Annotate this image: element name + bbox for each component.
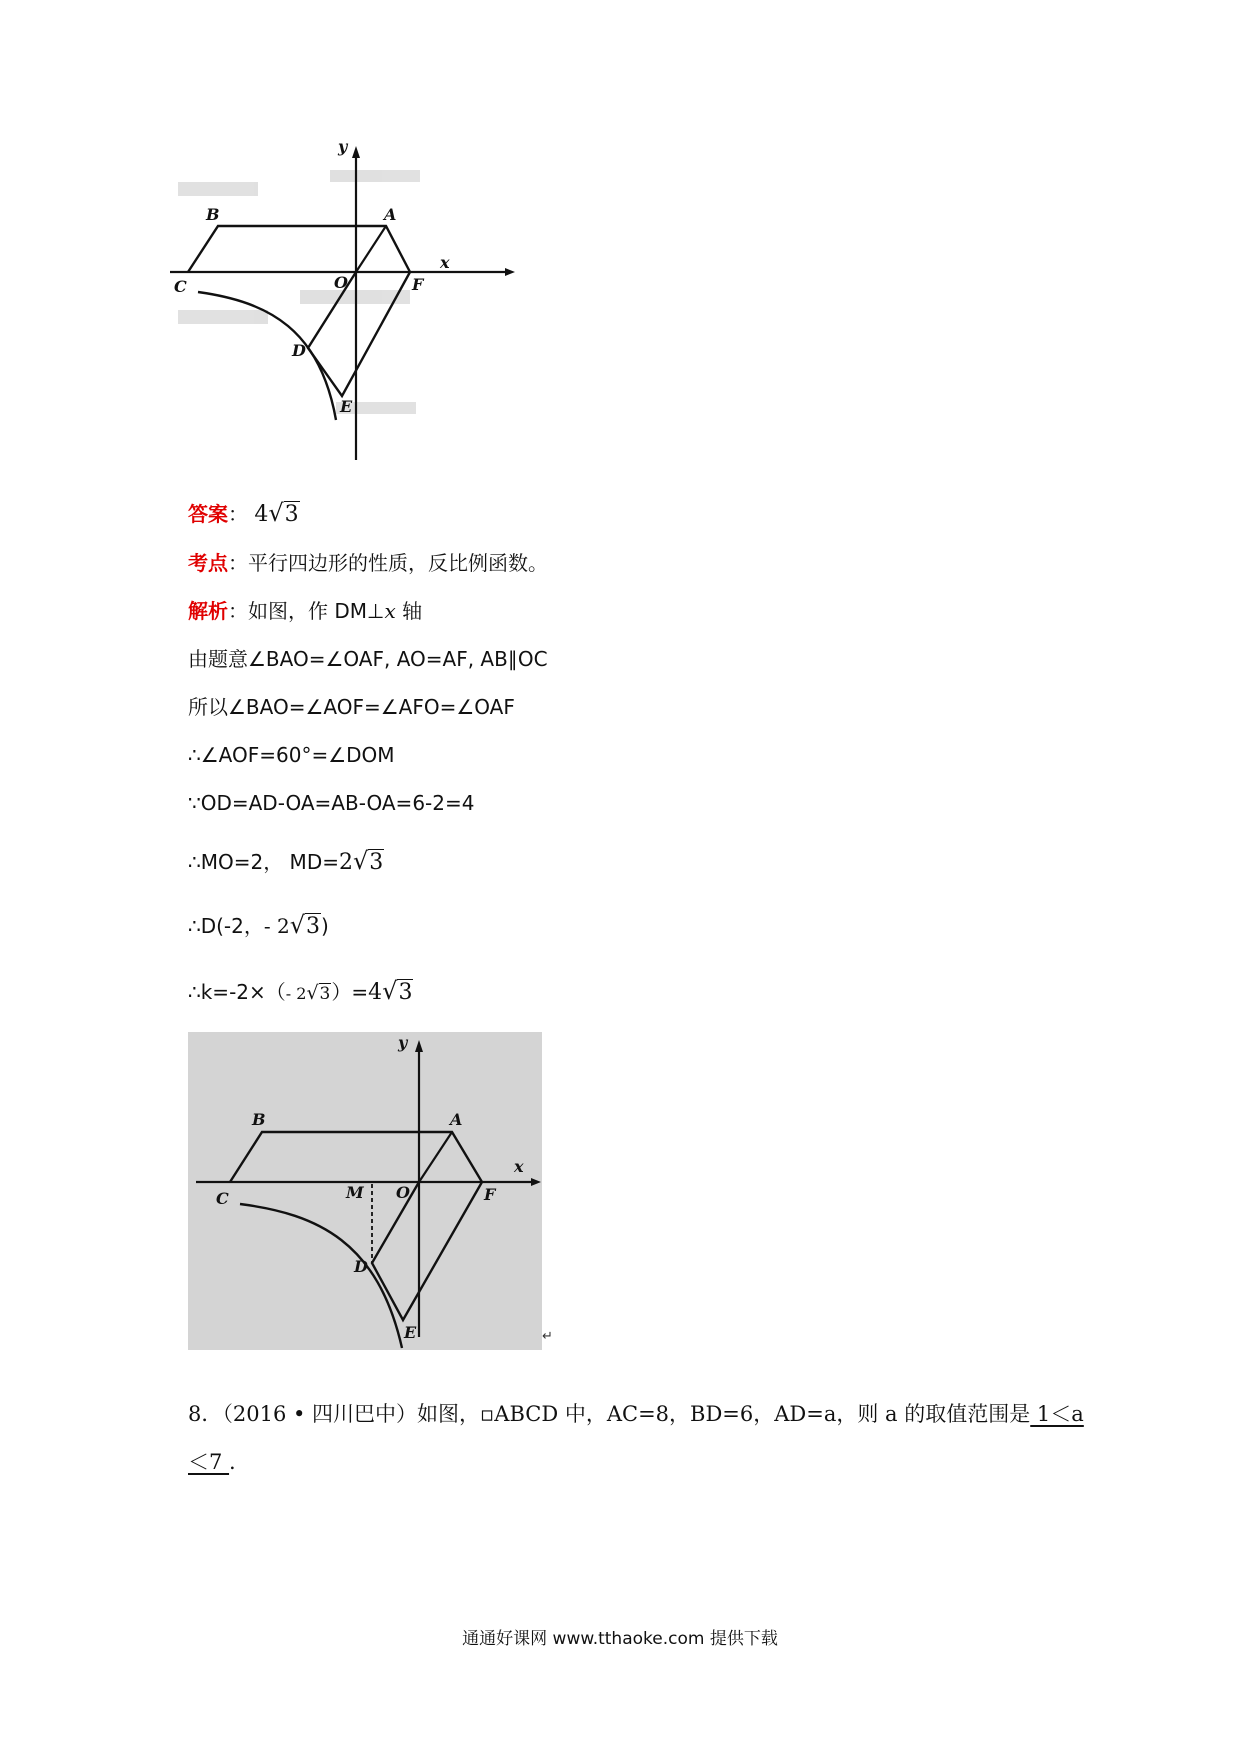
return-mark: ↵ (542, 1329, 553, 1344)
label-d: D (292, 341, 306, 360)
kaodian-text: 平行四边形的性质，反比例函数。 (248, 551, 548, 575)
figure-2-solution-diagram (188, 1032, 542, 1350)
label-b: B (206, 205, 220, 224)
label-x: x (440, 253, 450, 272)
answer-label: 答案 (188, 502, 228, 526)
step-5: ∴MO=2， MD=2√3 (188, 847, 384, 875)
label-d: D (354, 1257, 368, 1276)
figure-1-parallelogram-graph (160, 140, 520, 480)
label-x: x (514, 1157, 524, 1176)
label-b: B (252, 1110, 266, 1129)
answer-line: 答案： 4√3 (188, 499, 299, 527)
label-e: E (404, 1323, 417, 1342)
step-2: 所以∠BAO=∠AOF=∠AFO=∠OAF (188, 695, 515, 719)
label-c: C (216, 1189, 229, 1208)
label-f: F (484, 1185, 496, 1204)
label-f: F (412, 275, 424, 294)
label-o: O (396, 1183, 410, 1202)
question-8-line-2: ＜7 . (188, 1450, 236, 1474)
step-6: ∴D(-2，- 2√3) (188, 911, 329, 939)
step-1: 由题意∠BAO=∠OAF, AO=AF, AB∥OC (188, 647, 548, 671)
step-3: ∴∠AOF=60°=∠DOM (188, 743, 395, 767)
step-4: ∵OD=AD-OA=AB-OA=6-2=4 (188, 791, 475, 815)
label-m: M (346, 1183, 364, 1202)
label-y: y (338, 140, 348, 156)
step-7: ∴k=-2×（- 2√3）=4√3 (188, 977, 413, 1005)
parallelogram-abco (188, 226, 410, 272)
label-a: A (450, 1110, 463, 1129)
jiexi-label: 解析 (188, 599, 228, 623)
label-y: y (398, 1033, 408, 1052)
kaodian-label: 考点 (188, 551, 228, 575)
label-e: E (340, 397, 353, 416)
jiexi-line: 解析：如图，作 DM⊥x 轴 (188, 599, 423, 623)
kaodian-line: 考点：平行四边形的性质，反比例函数。 (188, 551, 548, 575)
footer-text: 通通好课网 www.tthaoke.com 提供下载 (462, 1629, 778, 1649)
label-c: C (174, 277, 187, 296)
question-8-line-1: 8．（2016 • 四川巴中）如图，▫ABCD 中，AC=8，BD=6，AD=a，则 a 的取值范围是 1＜a (188, 1402, 1084, 1426)
label-a: A (384, 205, 397, 224)
answer-value: 4√3 (254, 499, 299, 527)
label-o: O (334, 273, 348, 292)
